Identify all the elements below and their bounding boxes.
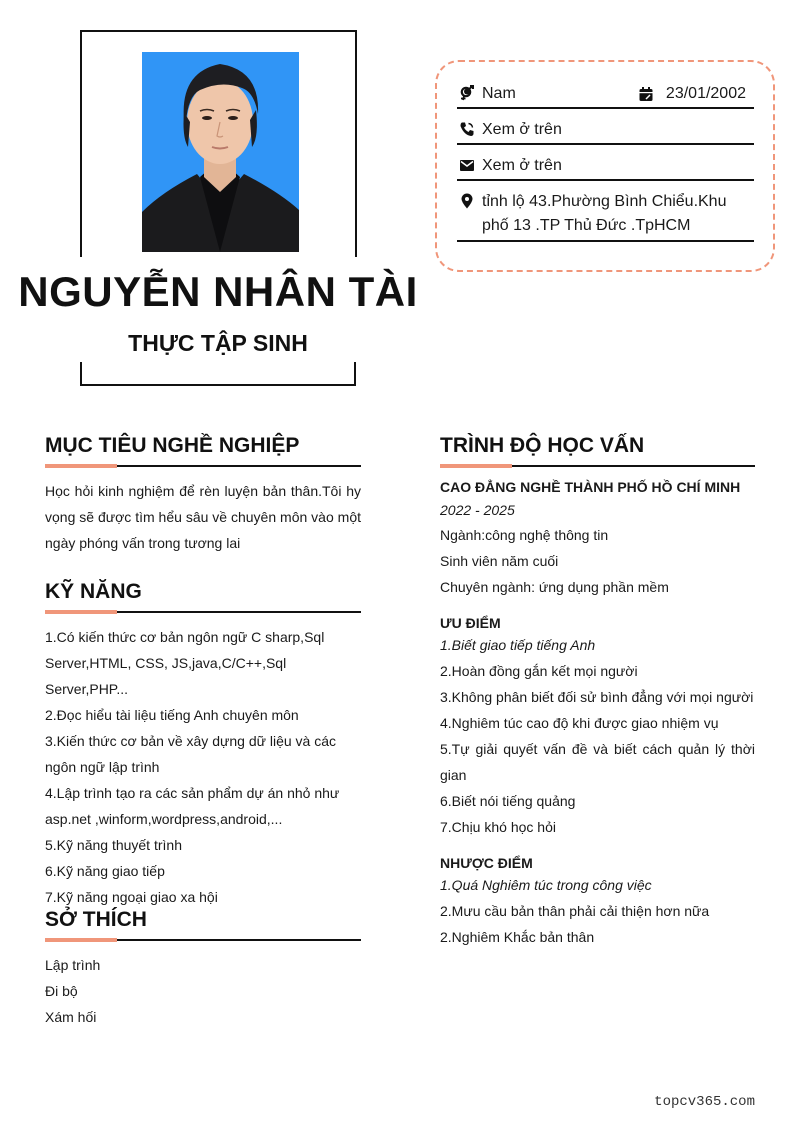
- contact-info-box: [435, 60, 775, 272]
- list-item: 6.Biết nói tiếng quảng: [440, 793, 576, 809]
- hobbies-list: [45, 952, 361, 1030]
- email-icon: [459, 157, 475, 173]
- list-item: 5.Kỹ năng thuyết trình: [45, 837, 182, 853]
- list-item: 2.Mưu cầu bản thân phải cải thiện hơn nữa: [440, 903, 710, 919]
- phone-value: Xem ở trên: [482, 121, 562, 138]
- strengths-heading: ƯU ĐIỂM: [440, 615, 501, 631]
- list-item: 3.Không phân biết đối sử bình đẳng với mọi người: [440, 689, 754, 705]
- list-item: 4.Lập trình tạo ra các sản phẩm dự án nhỏ như asp.net ,winform,wordpress,android,...: [45, 785, 340, 827]
- list-item: 7.Kỹ năng ngoại giao xa hội: [45, 889, 218, 905]
- section-divider: [45, 938, 361, 942]
- list-item: Sinh viên năm cuối: [440, 553, 559, 569]
- section-divider: [45, 610, 361, 614]
- section-heading: SỞ THÍCH: [45, 908, 147, 931]
- weaknesses-heading: NHƯỢC ĐIỂM: [440, 855, 533, 871]
- list-item: Chuyên ngành: ứng dụng phần mềm: [440, 579, 669, 595]
- gender-value: Nam: [482, 85, 516, 102]
- list-item: 2.Hoàn đồng gắn kết mọi người: [440, 663, 638, 679]
- list-item: 5.Tự giải quyết vấn đề và biết cách quản lý thời gian: [440, 741, 755, 783]
- section-hobbies: [45, 906, 361, 1030]
- weaknesses-list: [440, 872, 755, 950]
- section-heading: MỤC TIÊU NGHỀ NGHIỆP: [45, 434, 300, 457]
- section-divider: [45, 464, 361, 468]
- list-item: 1.Biết giao tiếp tiếng Anh: [440, 637, 596, 653]
- contact-row-email: [457, 154, 754, 181]
- list-item: 7.Chịu khó học hỏi: [440, 819, 556, 835]
- section-heading: KỸ NĂNG: [45, 580, 142, 603]
- school-name: CAO ĐẲNG NGHỀ THÀNH PHỐ HỒ CHÍ MINH: [440, 479, 741, 495]
- list-item: 3.Kiến thức cơ bản về xây dựng dữ liệu và các ngôn ngữ lập trình: [45, 733, 337, 775]
- candidate-name: NGUYỄN NHÂN TÀI: [18, 268, 418, 315]
- section-skills: [45, 578, 361, 910]
- email-value: Xem ở trên: [482, 157, 562, 174]
- list-item: 1.Quá Nghiêm túc trong công việc: [440, 877, 652, 893]
- list-item: Xám hối: [45, 1009, 97, 1025]
- location-icon: [459, 193, 475, 209]
- profile-photo: [142, 52, 299, 252]
- phone-icon: [459, 121, 475, 137]
- career-objective-text: Học hỏi kinh nghiệm để rèn luyện bản thân.Tôi hy vọng sẽ được tìm hểu sâu về chuyên môn vào một ngày phóng vấn trong tương lai: [45, 483, 361, 551]
- section-divider: [440, 464, 755, 468]
- section-heading: TRÌNH ĐỘ HỌC VẤN: [440, 434, 645, 457]
- contact-row-address: [457, 190, 754, 242]
- list-item: Lập trình: [45, 957, 101, 973]
- list-item: 2.Nghiêm Khắc bản thân: [440, 929, 595, 945]
- calendar-icon: [638, 86, 654, 102]
- job-title: THỰC TẬP SINH: [128, 330, 308, 356]
- contact-row-gender-dob: [457, 82, 754, 109]
- section-career-objective: [45, 432, 361, 556]
- dob-value: 23/01/2002: [665, 85, 746, 102]
- portrait-image: [142, 52, 299, 252]
- list-item: Ngành:công nghệ thông tin: [440, 527, 609, 543]
- list-item: 4.Nghiêm túc cao độ khi được giao nhiệm vụ: [440, 715, 719, 731]
- header-frame-bottom: [80, 362, 356, 386]
- list-item: 1.Có kiến thức cơ bản ngôn ngữ C sharp,Sql Server,HTML, CSS, JS,java,C/C++,Sql Server,PHP...: [45, 629, 325, 697]
- gender-icon: [459, 85, 475, 101]
- address-value: tỉnh lộ 43.Phường Bình Chiểu.Khu phố 13 .TP Thủ Đức .TpHCM: [482, 193, 727, 234]
- education-details: [440, 522, 755, 600]
- education-period: 2022 - 2025: [440, 502, 515, 518]
- skills-list: [45, 624, 361, 910]
- watermark: topcv365.com: [654, 1094, 755, 1110]
- contact-row-phone: [457, 118, 754, 145]
- list-item: 2.Đọc hiểu tài liệu tiếng Anh chuyên môn: [45, 707, 299, 723]
- list-item: 6.Kỹ năng giao tiếp: [45, 863, 165, 879]
- strengths-list: [440, 632, 755, 840]
- list-item: Đi bộ: [45, 983, 78, 999]
- section-education: [440, 432, 755, 950]
